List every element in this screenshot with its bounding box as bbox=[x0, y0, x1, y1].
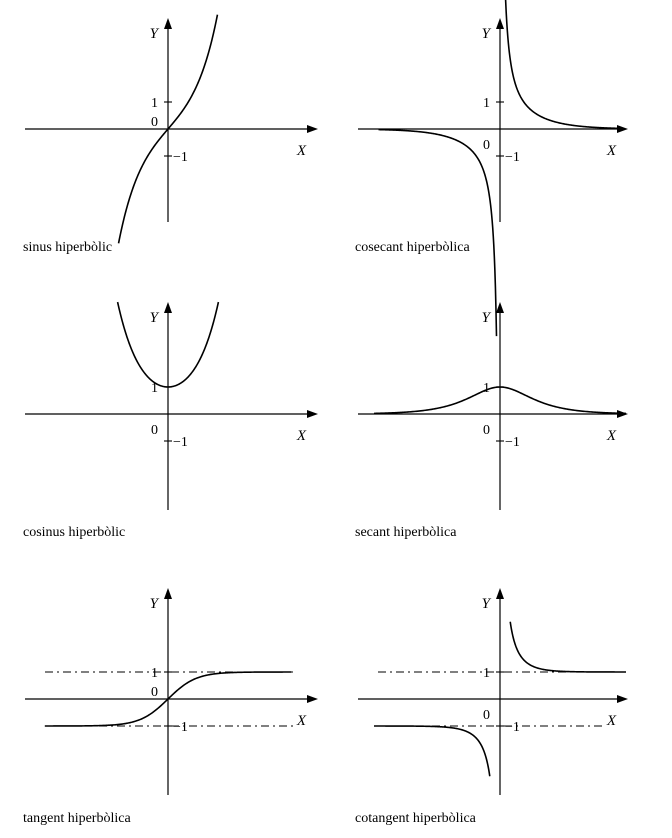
origin-label: 0 bbox=[151, 685, 158, 700]
curve-coth bbox=[374, 726, 490, 776]
x-axis-label: X bbox=[296, 713, 306, 729]
panel-tanh bbox=[23, 588, 318, 826]
y-tick-label-1: 1 bbox=[151, 96, 158, 111]
caption-csch: cosecant hiperbòlica bbox=[355, 240, 470, 255]
caption-sech: secant hiperbòlica bbox=[355, 525, 457, 540]
panel-sinh bbox=[23, 15, 318, 255]
y-tick-label-1: 1 bbox=[151, 666, 158, 681]
panel-coth bbox=[355, 588, 628, 826]
y-axis-label: Y bbox=[481, 310, 490, 326]
caption-sinh: sinus hiperbòlic bbox=[23, 240, 113, 255]
origin-label: 0 bbox=[151, 423, 158, 438]
y-tick-label-neg1: −1 bbox=[505, 720, 520, 735]
curve-coth bbox=[510, 622, 626, 672]
y-tick-label-neg1: −1 bbox=[505, 435, 520, 450]
x-axis-label: X bbox=[606, 428, 616, 444]
panel-cosh bbox=[23, 302, 318, 540]
panel-sech bbox=[355, 302, 628, 540]
x-axis-arrow bbox=[617, 695, 628, 703]
caption-coth: cotangent hiperbòlica bbox=[355, 811, 476, 826]
curve-csch bbox=[504, 0, 622, 128]
y-tick-label-neg1: −1 bbox=[173, 150, 188, 165]
x-axis-label: X bbox=[606, 713, 616, 729]
y-tick-label-1: 1 bbox=[483, 96, 490, 111]
x-axis-label: X bbox=[296, 428, 306, 444]
y-axis-label: Y bbox=[481, 596, 490, 612]
y-tick-label-neg1: −1 bbox=[173, 720, 188, 735]
y-axis-label: Y bbox=[149, 26, 158, 42]
y-axis-arrow bbox=[164, 302, 172, 313]
y-axis-label: Y bbox=[149, 310, 158, 326]
caption-tanh: tangent hiperbòlica bbox=[23, 811, 131, 826]
x-axis-label: X bbox=[296, 143, 306, 159]
y-axis-arrow bbox=[496, 302, 504, 313]
y-axis-arrow bbox=[496, 18, 504, 29]
y-tick-label-1: 1 bbox=[151, 381, 158, 396]
y-axis-arrow bbox=[496, 588, 504, 599]
x-axis-arrow bbox=[307, 695, 318, 703]
origin-label: 0 bbox=[483, 708, 490, 723]
x-axis-label: X bbox=[606, 143, 616, 159]
y-axis-arrow bbox=[164, 588, 172, 599]
y-tick-label-1: 1 bbox=[483, 381, 490, 396]
y-axis-label: Y bbox=[481, 26, 490, 42]
panel-csch bbox=[355, 0, 628, 336]
y-axis-arrow bbox=[164, 18, 172, 29]
origin-label: 0 bbox=[483, 138, 490, 153]
origin-label: 0 bbox=[151, 115, 158, 130]
y-tick-label-neg1: −1 bbox=[505, 150, 520, 165]
y-tick-label-neg1: −1 bbox=[173, 435, 188, 450]
x-axis-arrow bbox=[307, 410, 318, 418]
caption-cosh: cosinus hiperbòlic bbox=[23, 525, 126, 540]
y-axis-label: Y bbox=[149, 596, 158, 612]
origin-label: 0 bbox=[483, 423, 490, 438]
y-tick-label-1: 1 bbox=[483, 666, 490, 681]
curve-csch bbox=[379, 130, 497, 337]
x-axis-arrow bbox=[307, 125, 318, 133]
